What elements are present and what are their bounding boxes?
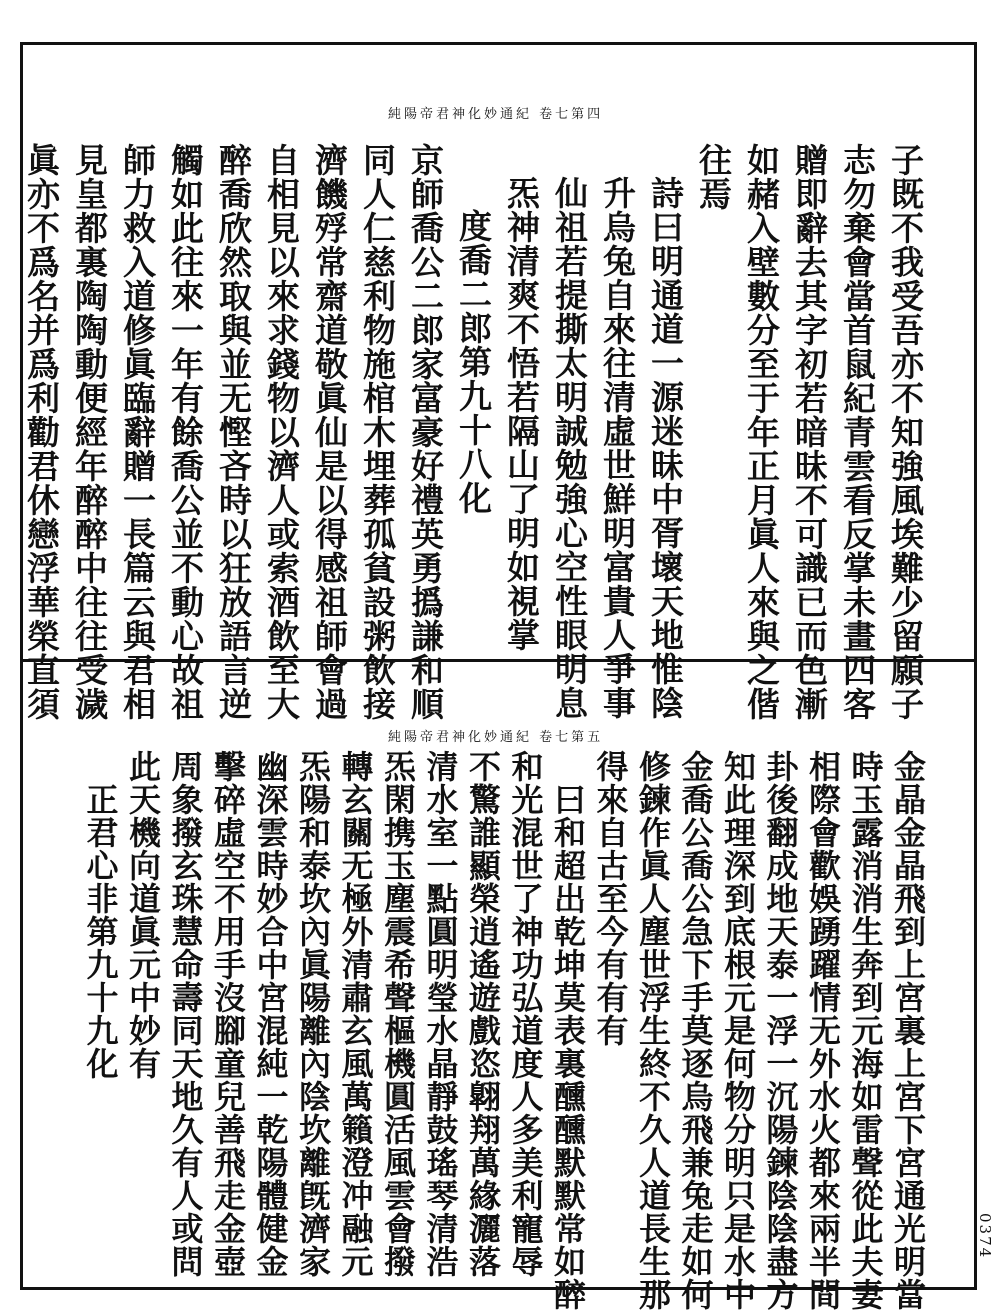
text-column: 往焉 — [694, 143, 733, 211]
lower-page-header: 純陽帝君神化妙通紀 卷七第五 — [388, 730, 604, 745]
chapter-title: 度喬二郎第九十八化 — [454, 209, 493, 515]
verse-column: 擊碎虛空不用手沒腳童兒善飛走金壺 — [209, 750, 247, 1278]
lower-text-columns — [79, 750, 929, 1311]
verse-column: 此天機向道眞元中妙有 — [124, 750, 162, 1080]
verse-column: 炁閑携玉塵震希聲樞機圓活風雲會撥 — [379, 750, 417, 1278]
verse-column: 不驚誰顯榮逍遙遊戲恣翺翔萬緣灑落 — [464, 750, 502, 1278]
verse-column: 曰和超出乾坤莫表裏醺醺默默常如醉 — [549, 783, 587, 1311]
text-column: 相際會歡娛踴躍情无外水火都來兩半間 — [804, 750, 842, 1311]
text-column: 金喬公喬公急下手莫逐烏飛兼兔走如何 — [676, 750, 715, 1311]
verse-column: 和光混世了神功弘道度人多美利寵辱 — [506, 750, 545, 1278]
page-number: 0374 — [976, 1213, 994, 1260]
text-column: 子既不我受吾亦不知強風埃難少留願子 — [886, 143, 925, 721]
verse-column: 仙祖若提撕太明誠勉強心空性眼明息 — [550, 176, 589, 720]
lower-page — [23, 662, 974, 1311]
text-column: 金晶金晶飛到上宮裏上宮下宮通光明當 — [889, 750, 927, 1311]
chapter-title: 正君心非第九十九化 — [81, 783, 120, 1080]
text-column: 見皇都裏陶陶動便經年醉醉中往往受濊 — [70, 143, 109, 721]
upper-text-columns — [17, 143, 929, 721]
verse-column: 詩曰明通道一源迷昧中胥壞天地惟陰 — [646, 176, 685, 720]
text-column: 卦後翻成地天泰一浮一沉陽鍊陰陰盡方 — [761, 750, 800, 1311]
text-column: 贈即辭去其字初若暗昧不可識已而色漸 — [790, 143, 829, 721]
text-column: 時玉露消消生奔到元海如雷聲從此夫妻 — [846, 750, 885, 1311]
text-column: 知此理深到底根元是何物分明只是水中 — [719, 750, 757, 1311]
text-column: 自相見以來求錢物以濟人或索酒飲至大 — [262, 143, 301, 721]
text-column: 如赭入壁數分至于年正月眞人來與之偕 — [742, 143, 781, 721]
text-column: 修鍊作眞人塵世浮生終不久人道長生那 — [634, 750, 672, 1311]
text-column: 觸如此往來一年有餘喬公並不動心故祖 — [166, 143, 205, 721]
verse-column: 幽深雲時妙合中宮混純一乾陽體健金 — [251, 750, 290, 1278]
text-column: 得來自古至今有有有 — [591, 750, 630, 1047]
verse-column: 周象撥玄珠慧命壽同天地久有人或問 — [166, 750, 205, 1278]
text-column: 志勿棄會當首鼠紀青雲看反掌未畫四客 — [838, 143, 877, 721]
upper-page — [22, 45, 974, 721]
text-column: 師力救入道修眞臨辭贈一長篇云與君相 — [118, 143, 157, 721]
text-column: 京師喬公二郎家富豪好禮英勇撝謙和順 — [406, 143, 445, 721]
upper-page-header: 純陽帝君神化妙通紀 卷七第四 — [388, 107, 604, 122]
text-column: 醉喬欣然取與並无慳吝時以狂放語言逆 — [214, 143, 253, 721]
verse-column: 清水室一點圓明瑩水晶靜鼓瑤琴清浩 — [421, 750, 460, 1278]
verse-column: 炁陽和泰坎內眞陽離內陰坎離旣濟家 — [294, 750, 332, 1278]
verse-column: 轉玄關无極外清肅玄風萬籟澄冲融元 — [336, 750, 375, 1278]
text-column: 濟饑殍常齋道敬眞仙是以得感祖師會過 — [310, 143, 349, 721]
text-column: 眞亦不爲名并爲利勸君休戀浮華榮直須 — [22, 143, 61, 721]
text-column: 同人仁慈利物施棺木埋葬孤貧設粥飲接 — [358, 143, 397, 721]
verse-column: 升烏兔自來往清虛世鮮明富貴人爭事 — [598, 176, 637, 720]
verse-column: 炁神清爽不悟若隔山了明如視掌 — [502, 176, 541, 652]
